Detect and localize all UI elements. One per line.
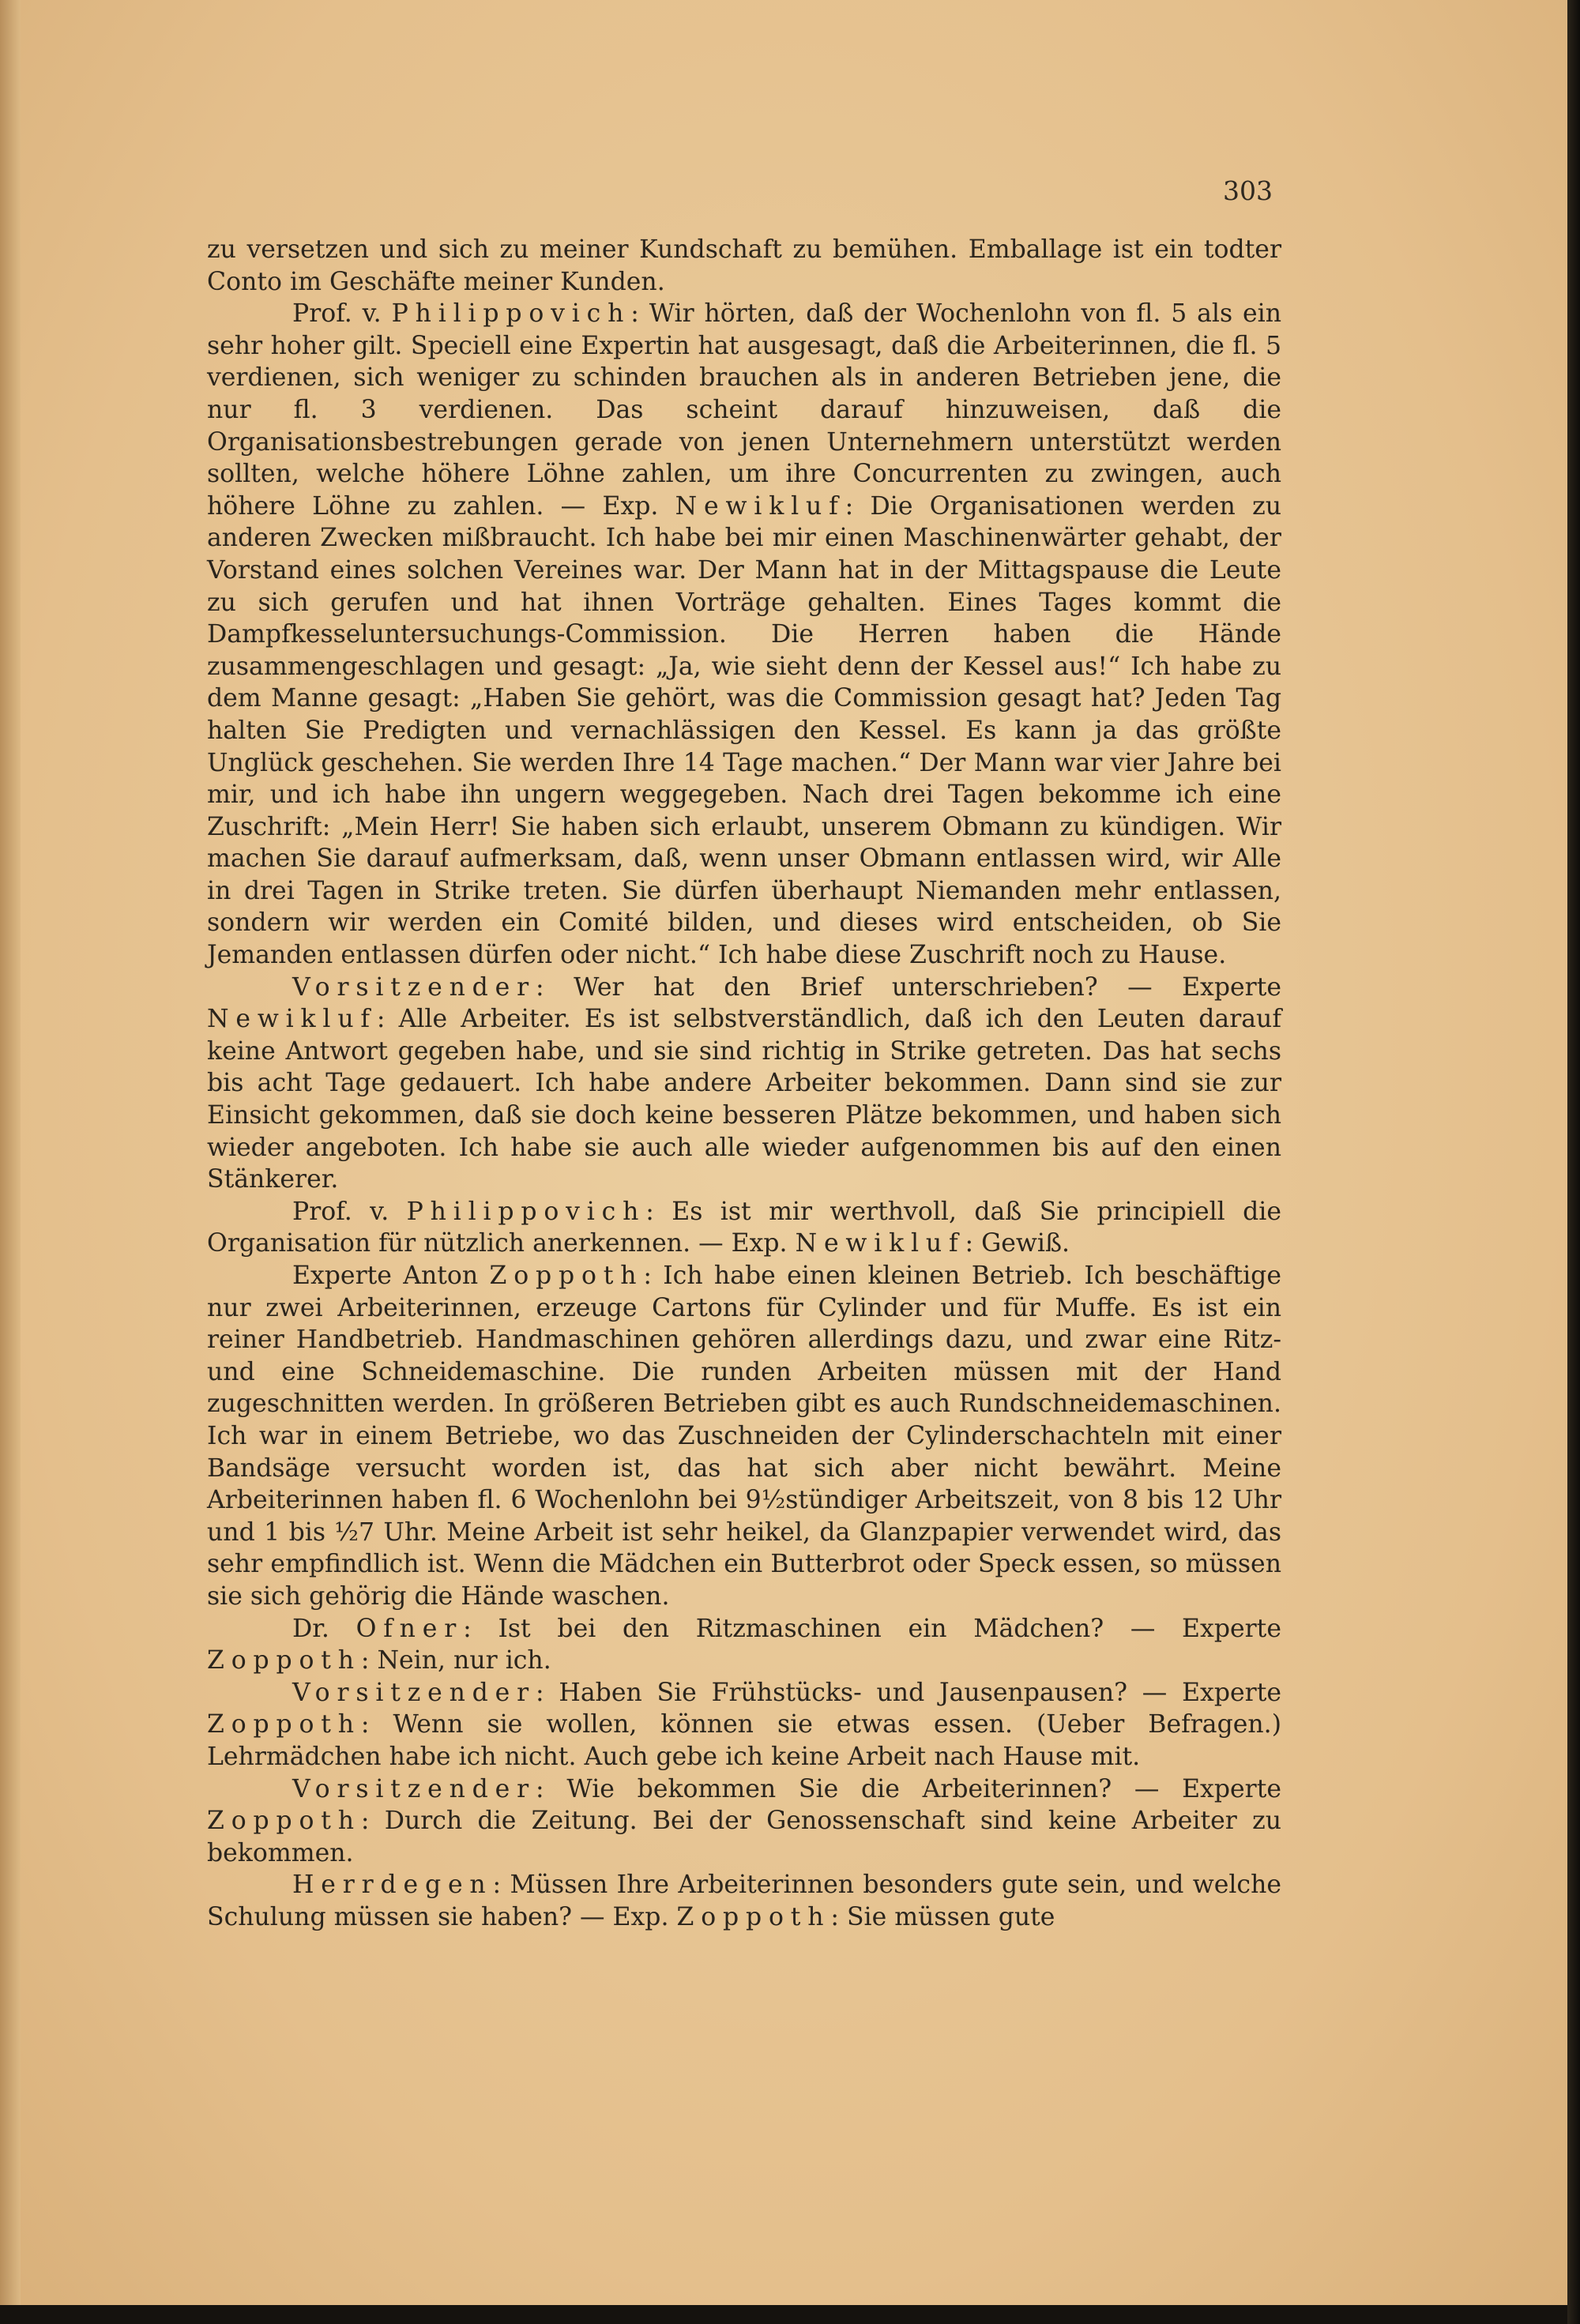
text-run: : Wie bekommen Sie die Arbeiterinnen? — Experte [536,1774,1281,1803]
text-run: : Wir hörten, daß der Wochenlohn von fl. 5 als ein sehr hoher gilt. Speciell eine Expertin hat ausgesagt, daß die Arbeiterinnen, die fl. 5 verdienen, sich weniger zu schinden brauchen als in anderen Betrieben jene, die nur fl. 3 verdienen. Das scheint darauf hinzuweisen, daß die Organisationsbestrebungen gerade von jenen Unternehmern unterstützt werden sollten, welche höhere Löhne zahlen, um ihre Concurrenten zu zwingen, auch höhere Löhne zu zahlen. — Exp. [207,299,1281,521]
text-run: Prof. v. [292,1197,407,1226]
text-run: : Ist bei den Ritzmaschinen ein Mädchen? — Experte [463,1614,1281,1643]
speaker-name: Zoppoth [207,1807,361,1836]
paragraph-p9 [207,1869,1281,1933]
text-run: : Sie müssen gute [830,1902,1055,1931]
text-run: : Wenn sie wollen, können sie etwas essen. (Ueber Befragen.) Lehrmädchen habe ich nicht. Auch gebe ich keine Arbeit nach Hause mit. [207,1710,1281,1771]
paragraph-p6 [207,1613,1281,1677]
paragraph-p8 [207,1773,1281,1870]
speaker-name: Newikluf [795,1229,965,1258]
text-run: zu versetzen und sich zu meiner Kundschaft zu bemühen. Emballage ist ein todter Conto im Geschäfte meiner Kunden. [207,235,1281,296]
speaker-name: Zoppoth [207,1646,361,1675]
text-run: Experte Anton [292,1262,490,1290]
text-run: : Müssen Ihre Arbeiterinnen besonders gute sein, und welche Schulung müssen sie haben? — Exp. [207,1871,1281,1931]
speaker-name: Herrdegen [292,1871,493,1900]
text-run: : Ich habe einen kleinen Betrieb. Ich beschäftige nur zwei Arbeiterinnen, erzeuge Cartons für Cylinder und für Muffe. Es ist ein reiner Handbetrieb. Handmaschinen gehören allerdings dazu, und zwar eine Ritz- und eine Schneidemaschine. Die runden Arbeiten müssen mit der Hand zugeschnitten werden. In größeren Betrieben gibt es auch Rundschneidemaschinen. Ich war in einem Betriebe, wo das Zuschneiden der Cylinderschachteln mit einer Bandsäge versucht worden ist, das hat sich aber nicht bewährt. Meine Arbeiterinnen haben fl. 6 Wochenlohn bei 9½stündiger Arbeitszeit, von 8 bis 12 Uhr und 1 bis ½7 Uhr. Meine Arbeit ist sehr heikel, da Glanzpapier verwendet wird, das sehr empfindlich ist. Wenn die Mädchen ein Butterbrot oder Speck essen, so müssen sie sich gehörig die Hände waschen. [207,1262,1281,1611]
speaker-name: Vorsitzender [292,972,536,1002]
text-run: : Durch die Zeitung. Bei der Genossenschaft sind keine Arbeiter zu bekommen. [207,1807,1281,1867]
speaker-name: Newikluf [675,491,845,521]
text-run: : Alle Arbeiter. Es ist selbstverständlich, daß ich den Leuten darauf keine Antwort gegeben habe, und sie sind richtig in Strike getreten. Das hat sechs bis acht Tage gedauert. Ich habe andere Arbeiter bekommen. Dann sind sie zur Einsicht gekommen, daß sie doch keine besseren Plätze bekommen, und haben sich wieder angeboten. Ich habe sie auch alle wieder aufgenommen bis auf den einen Stänkerer. [207,1005,1281,1194]
text-run: : Wer hat den Brief unterschrieben? — Experte [536,972,1281,1002]
speaker-name: Zoppoth [676,1902,831,1931]
paragraph-p7 [207,1677,1281,1773]
text-run: : Nein, nur ich. [360,1646,551,1675]
scan-border-right [1567,0,1580,2324]
paragraph-p3 [207,972,1281,1196]
speaker-name: Newikluf [207,1005,377,1034]
paragraph-p1 [207,234,1281,298]
text-run: : Gewiß. [965,1229,1070,1258]
speaker-name: Philippovich [391,299,631,329]
paragraph-p2 [207,298,1281,971]
paragraph-p4 [207,1196,1281,1260]
text-run: : Die Organisationen werden zu anderen Zwecken mißbraucht. Ich habe bei mir einen Maschinenwärter gehabt, der Vorstand eines solchen Vereines war. Der Mann hat in der Mittagspause die Leute zu sich gerufen und hat ihnen Vorträge gehalten. Eines Tages kommt die Dampfkesseluntersuchungs-Commission. Die Herren haben die Hände zusammengeschlagen und gesagt: „Ja, wie sieht denn der Kessel aus!“ Ich habe zu dem Manne gesagt: „Haben Sie gehört, was die Commission gesagt hat? Jeden Tag halten Sie Predigten und vernachlässigen den Kessel. Es kann ja das größte Unglück geschehen. Sie werden Ihre 14 Tage machen.“ Der Mann war vier Jahre bei mir, und ich habe ihn ungern weggegeben. Nach drei Tagen bekomme ich eine Zuschrift: „Mein Herr! Sie haben sich erlaubt, unserem Obmann zu kündigen. Wir machen Sie darauf aufmerksam, daß, wenn unser Obmann entlassen wird, wir Alle in drei Tagen in Strike treten. Sie dürfen überhaupt Niemanden mehr entlassen, sondern wir werden ein Comité bilden, und dieses wird entscheiden, ob Sie Jemanden entlassen dürfen oder nicht.“ Ich habe diese Zuschrift noch zu Hause. [207,491,1281,970]
page-gutter-shadow [0,0,21,2305]
speaker-name: Ofner [356,1614,464,1643]
text-run: Dr. [292,1614,356,1643]
page-number: 303 [1223,175,1273,206]
speaker-name: Zoppoth [489,1262,644,1290]
speaker-name: Zoppoth [207,1710,361,1739]
text-run: Prof. v. [292,299,392,329]
body-text [207,234,1281,1933]
speaker-name: Philippovich [406,1197,646,1226]
paragraph-p5 [207,1260,1281,1613]
text-run: : Es ist mir werthvoll, daß Sie principiell die Organisation für nützlich anerkennen. — Exp. [207,1197,1281,1258]
text-run: : Haben Sie Frühstücks- und Jausenpausen? — Experte [536,1678,1281,1707]
speaker-name: Vorsitzender [292,1678,536,1707]
scan-border-bottom [0,2305,1567,2324]
speaker-name: Vorsitzender [292,1774,536,1803]
